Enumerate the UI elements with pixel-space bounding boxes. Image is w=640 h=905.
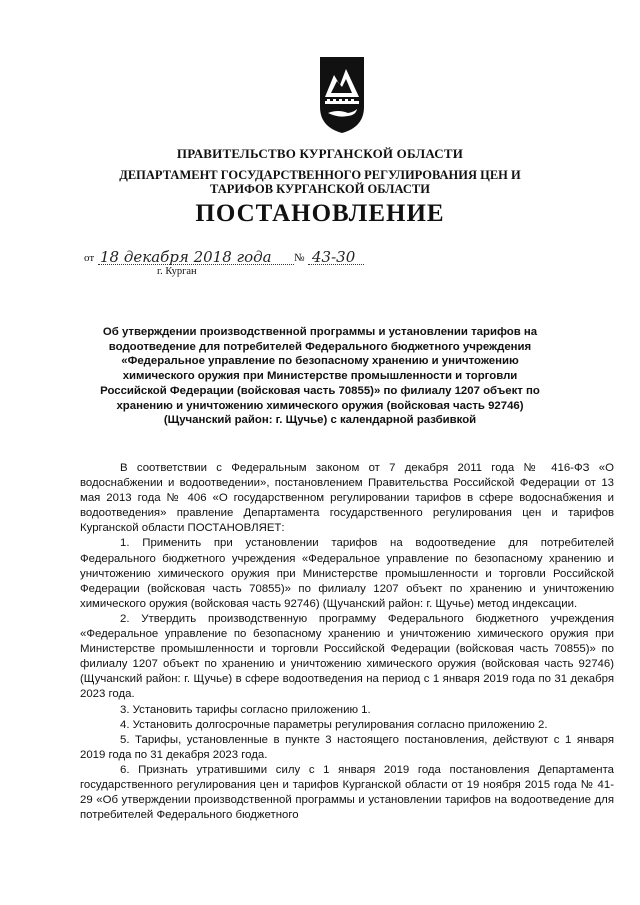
- body-paragraph: 1. Применить при установлении тарифов на водоотведение для потребителей Федерального бюджетного учреждения «Федеральное управление по безопасному хранению и уничтожению химического оружия при Министерстве промышленности и торговли Российской Федерации (войсковая часть 70855)» по филиалу 1207 объект по хранению и уничтожению химического оружия (войсковая часть 92746) (Щучанский район: г. Щучье) метод индексации.: [80, 537, 614, 610]
- document-title: ПОСТАНОВЛЕНИЕ: [195, 200, 445, 227]
- handwritten-number: 43-30: [312, 248, 356, 266]
- body-paragraph: 6. Признать утратившими силу с 1 января 2019 года постановления Департамента государственного регулирования цен и тарифов Курганской области от 19 ноября 2015 года № 41-29 «Об утверждении производственной программы и установлении тарифов на водоотведение для потребителей Федерального бюджетного: [80, 763, 614, 822]
- body-paragraph: 4. Установить долгосрочные параметры регулирования согласно приложению 2.: [120, 718, 548, 731]
- body-paragraph: 5. Тарифы, установленные в пункте 3 настоящего постановления, действуют с 1 января 2019 года по 31 декабря 2023 года.: [80, 733, 614, 761]
- date-from-label: от: [84, 252, 95, 264]
- dateline: [84, 246, 384, 268]
- body-paragraph: 3. Установить тарифы согласно приложению 1.: [120, 703, 371, 716]
- number-label: №: [294, 252, 305, 264]
- coat-of-arms-icon: [318, 55, 366, 135]
- document-body: [80, 461, 614, 823]
- city-label: г. Курган: [157, 266, 197, 277]
- body-paragraph: 2. Утвердить производственную программу Федерального бюджетного учреждения «Федеральное управление по безопасному хранению и уничтожению химического оружия при Министерстве промышленности и торговли Российской Федерации (войсковая часть 70855)» по филиалу 1207 объект по хранению и уничтожению химического оружия (войсковая часть 92746) (Щучанский район: г. Щучье) в сфере водоотведения на период с 1 января 2019 года по 31 декабря 2023 года.: [80, 612, 614, 701]
- handwritten-date: 18 декабря 2018 года: [100, 248, 272, 266]
- department-name: ДЕПАРТАМЕНТ ГОСУДАРСТВЕННОГО РЕГУЛИРОВАНИЯ ЦЕН И ТАРИФОВ КУРГАНСКОЙ ОБЛАСТИ: [119, 168, 521, 196]
- document-subject: Об утверждении производственной программы и установлении тарифов на водоотведение для потребителей Федерального бюджетного учреждения «Федеральное управление по безопасному хранению и уничтожению химического оружия при Министерстве промышленности и торговли Российской Федерации (войсковая часть 70855)» по филиалу 1207 объект по хранению и уничтожению химического оружия (войсковая часть 92746) (Щучанский район: г. Щучье) с календарной разбивкой: [100, 326, 540, 427]
- body-paragraph: В соответствии с Федеральным законом от 7 декабря 2011 года № 416-ФЗ «О водоснабжении и водоотведении», постановлением Правительства Российской Федерации от 13 мая 2013 года № 406 «О государственном регулировании тарифов в сфере водоснабжения и водоотведения» правление Департамента государственного регулирования цен и тарифов Курганской области ПОСТАНОВЛЯЕТ:: [80, 462, 614, 535]
- government-name: ПРАВИТЕЛЬСТВО КУРГАНСКОЙ ОБЛАСТИ: [176, 146, 464, 161]
